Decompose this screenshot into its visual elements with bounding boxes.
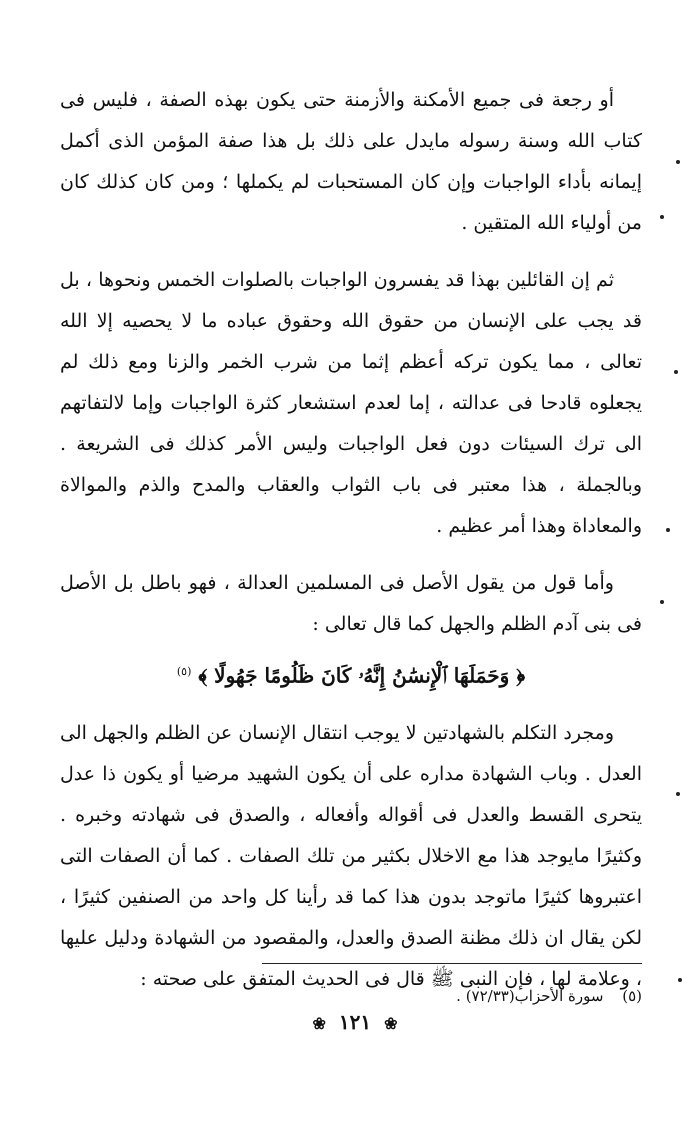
scan-speck — [674, 370, 678, 374]
scan-speck — [676, 792, 680, 796]
scan-speck — [660, 215, 664, 219]
footnote-number: (٥) — [622, 987, 642, 1005]
quran-verse — [60, 653, 642, 695]
ornament-left-icon: ❀ — [312, 1014, 326, 1033]
paragraph-1: أو رجعة فى جميع الأمكنة والأزمنة حتى يكون بهذه الصفة ، فليس فى كتاب الله وسنة رسوله مايدل على ذلك بل هذا صفة المؤمن الذى أكمل إيمانه بأداء الواجبات وإن كان المستحبات لم يكملها ؛ ومن كان كذلك كان من أولياء الله المتقين . — [60, 89, 642, 234]
page-number: ١٢١ — [338, 1010, 372, 1034]
page-body — [60, 80, 642, 1016]
paragraph-4: ومجرد التكلم بالشهادتين لا يوجب انتقال الإنسان عن الظلم والجهل الى العدل . وباب الشهادة مداره على أن يكون الشهيد مرضيا أو يكون ذا عدل يتحرى القسط والعدل فى أقواله وأفعاله ، والصدق فى شهادته وخبره . وكثيرًا مايوجد هذا مع الاخلال بكثير من تلك الصفات . كما أن الصفات التى اعتبروها كثيرًا ماتوجد بدون هذا كما قد رأينا كل واحد من الصنفين كثيرًا ، لكن يقال ان ذلك مظنة الصدق والعدل، والمقصود من الشهادة ودليل عليها ، وعلامة لها ، فإن النبى ﷺ قال فى الحديث المتفق على صحته : — [60, 721, 642, 990]
scan-speck — [666, 528, 670, 532]
page-number-block — [300, 1010, 410, 1034]
paragraph-3: وأما قول من يقول الأصل فى المسلمين العدالة ، فهو باطل بل الأصل فى بنى آدم الظلم والجهل كما قال تعالى : — [60, 572, 642, 635]
ornament-right-icon: ❀ — [384, 1014, 398, 1033]
footnote — [250, 985, 642, 1007]
scan-speck — [676, 160, 680, 164]
paragraph-2: ثم إن القائلين بهذا قد يفسرون الواجبات بالصلوات الخمس ونحوها ، بل قد يجب على الإنسان من حقوق الله وحقوق عباده ما لا يحصيه إلا الله تعالى ، مما يكون تركه أعظم إثما من شرب الخمر والزنا ومع ذلك لم يجعلوه قادحا فى عدالته ، إما لعدم استشعار كثرة الواجبات وإما لالتفاتهم الى ترك السيئات دون فعل الواجبات وليس الأمر كذلك فى الشريعة . وبالجملة ، هذا معتبر فى باب الثواب والعقاب والمدح والذم والموالاة والمعاداة وهذا أمر عظيم . — [60, 269, 642, 537]
footnote-text: سورة الأحزاب(٧٢/٣٣) . — [456, 987, 604, 1005]
verse-footnote-ref: (٥) — [176, 665, 192, 678]
scan-speck — [678, 978, 682, 982]
footnote-divider — [262, 963, 642, 964]
scan-speck — [660, 600, 664, 604]
verse-text: ﴿ وَحَمَلَهَا ٱلْإِنسَٰنُ إِنَّهُۥ كَانَ ظَلُومًا جَهُولًا ﴾ — [198, 663, 526, 688]
